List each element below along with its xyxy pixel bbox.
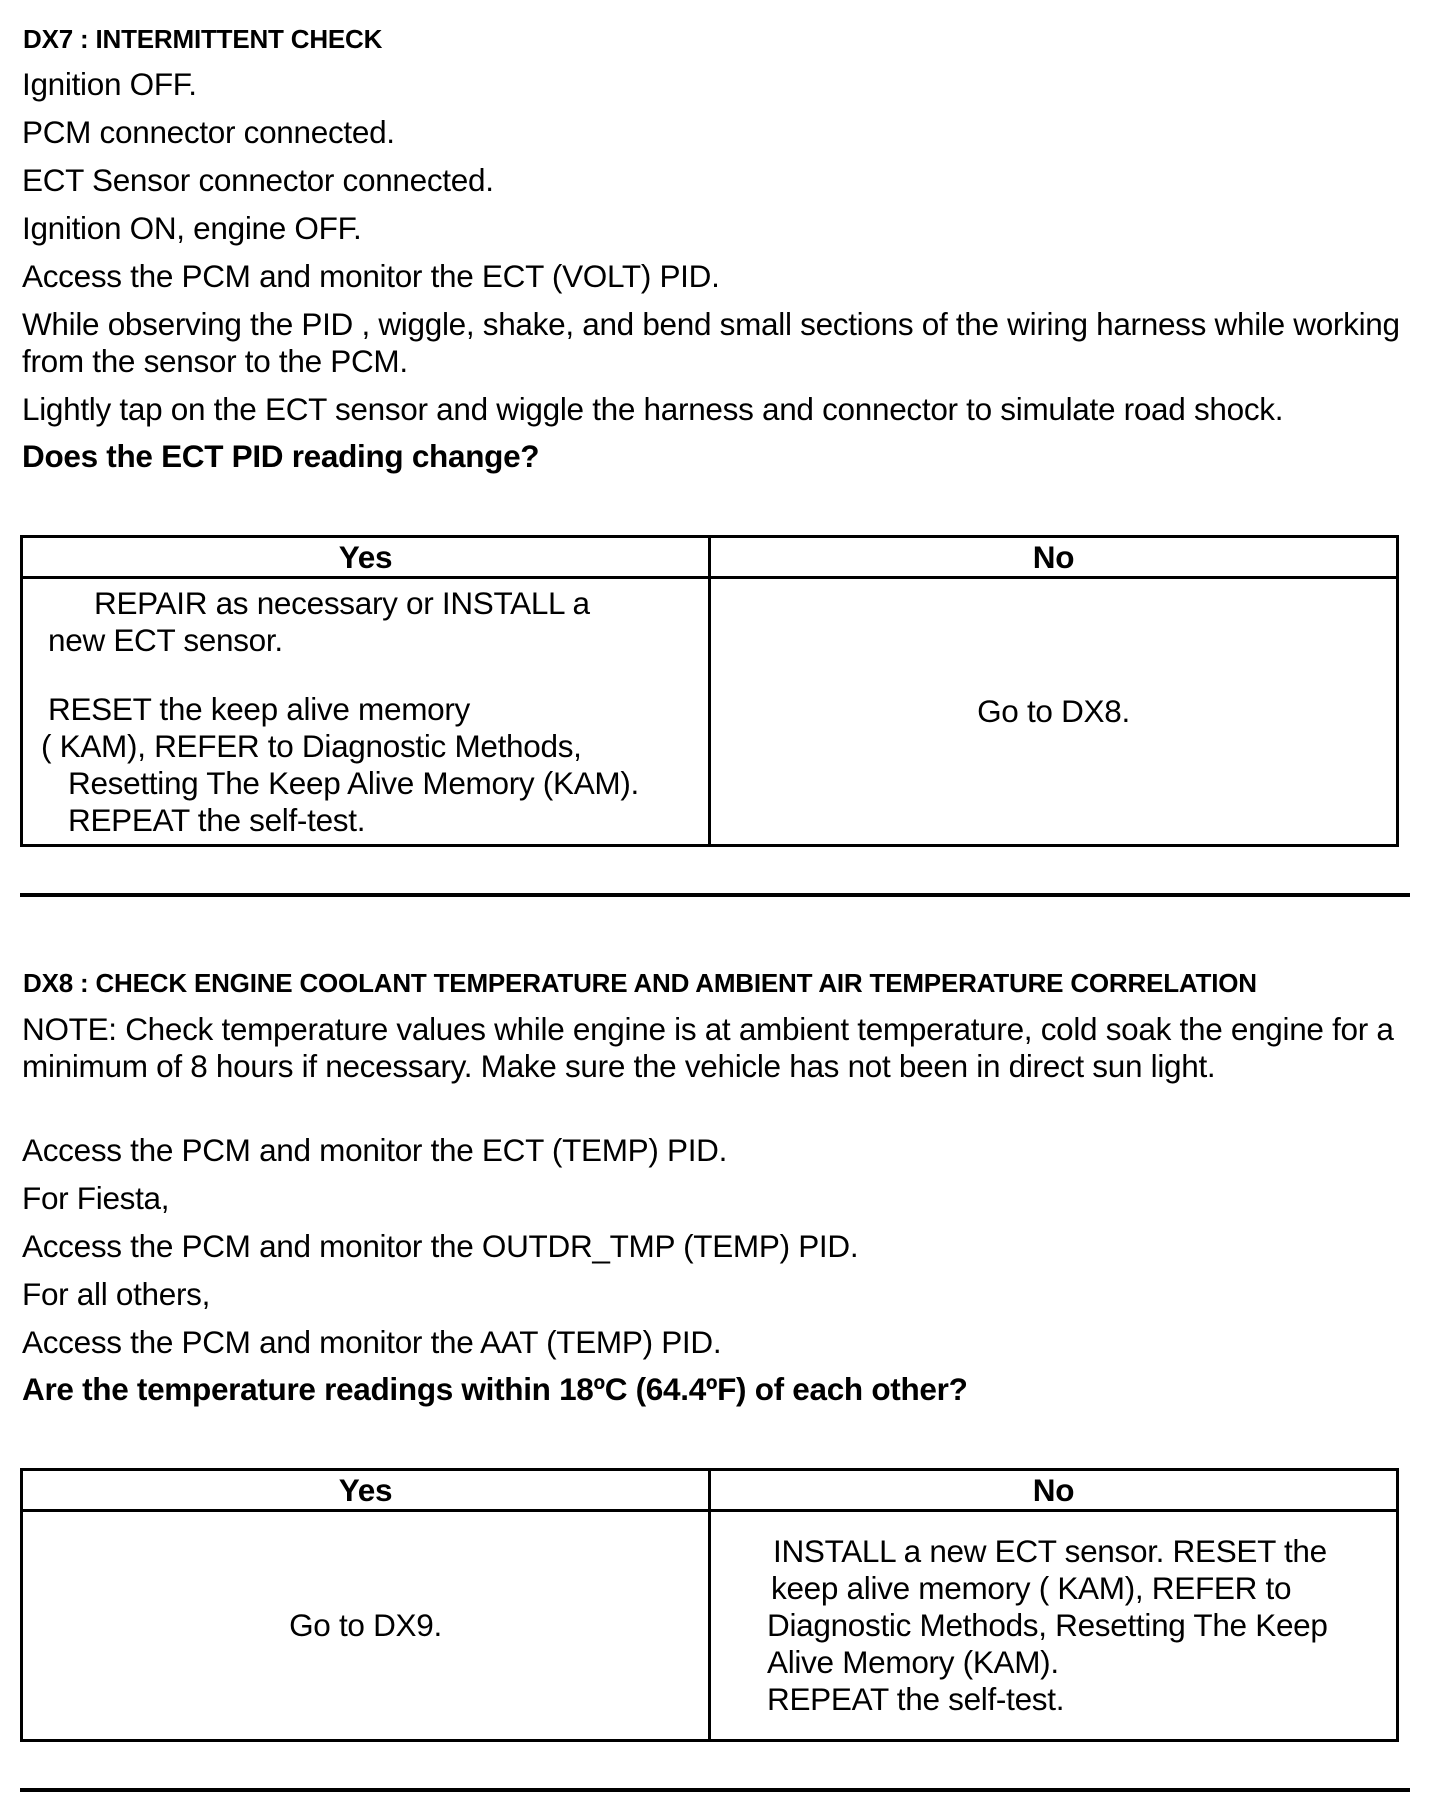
dx8-no-line-3: Diagnostic Methods, Resetting The Keep — [767, 1607, 1328, 1643]
dx8-step-3: Access the PCM and monitor the OUTDR_TMP (TEMP) PID. — [22, 1228, 859, 1264]
dx7-step-4: Ignition ON, engine OFF. — [22, 210, 362, 246]
dx8-title: DX8 : CHECK ENGINE COOLANT TEMPERATURE AND AMBIENT AIR TEMPERATURE CORRELATION — [23, 968, 1257, 998]
dx8-yes-header: Yes — [22, 1470, 710, 1511]
dx8-no-line-1: INSTALL a new ECT sensor. RESET the — [773, 1533, 1327, 1569]
dx7-question: Does the ECT PID reading change? — [22, 438, 540, 474]
dx7-step-5: Access the PCM and monitor the ECT (VOLT) PID. — [22, 258, 720, 294]
dx8-step-5: Access the PCM and monitor the AAT (TEMP) PID. — [22, 1324, 722, 1360]
dx7-divider — [20, 893, 1410, 897]
dx7-yes-cell — [22, 578, 710, 846]
dx8-question: Are the temperature readings within 18ºC (64.4ºF) of each other? — [22, 1371, 968, 1407]
dx8-yes-cell: Go to DX9. — [22, 1511, 710, 1741]
dx8-no-line-4: Alive Memory (KAM). — [767, 1644, 1059, 1680]
dx7-decision-table — [20, 535, 1399, 847]
dx8-no-cell — [710, 1511, 1398, 1741]
dx8-no-line-2: keep alive memory ( KAM), REFER to — [771, 1570, 1292, 1606]
dx7-yes-line-6: REPEAT the self-test. — [68, 801, 366, 838]
dx7-yes-line-4: ( KAM), REFER to Diagnostic Methods, — [41, 727, 582, 764]
dx7-yes-header: Yes — [22, 537, 710, 578]
dx7-yes-line-5: Resetting The Keep Alive Memory (KAM). — [68, 764, 639, 801]
dx8-divider — [20, 1788, 1410, 1792]
dx7-title: DX7 : INTERMITTENT CHECK — [23, 24, 383, 54]
dx7-step-2: PCM connector connected. — [22, 114, 395, 150]
dx8-no-line-5: REPEAT the self-test. — [767, 1681, 1065, 1717]
dx7-step-1: Ignition OFF. — [22, 66, 197, 102]
dx8-step-1: Access the PCM and monitor the ECT (TEMP) PID. — [22, 1132, 728, 1168]
dx8-step-2: For Fiesta, — [22, 1180, 170, 1216]
dx7-no-cell: Go to DX8. — [710, 578, 1398, 846]
dx8-note: NOTE: Check temperature values while engine is at ambient temperature, cold soak the engine for a minimum of 8 hours if necessary. Make sure the vehicle has not been in direct sun light. — [22, 1011, 1394, 1084]
dx8-decision-table — [20, 1468, 1399, 1742]
dx7-yes-line-1: REPAIR as necessary or INSTALL a — [94, 584, 590, 621]
dx8-no-header: No — [710, 1470, 1398, 1511]
dx7-step-3: ECT Sensor connector connected. — [22, 162, 494, 198]
dx7-yes-line-2: new ECT sensor. — [48, 621, 283, 658]
dx8-step-4: For all others, — [22, 1276, 211, 1312]
dx7-step-7: Lightly tap on the ECT sensor and wiggle the harness and connector to simulate road shock. — [22, 391, 1284, 427]
dx7-no-header: No — [710, 537, 1398, 578]
dx7-step-6: While observing the PID , wiggle, shake, and bend small sections of the wiring harness while working from the sensor to the PCM. — [22, 306, 1400, 379]
dx7-yes-line-3: RESET the keep alive memory — [48, 690, 470, 727]
